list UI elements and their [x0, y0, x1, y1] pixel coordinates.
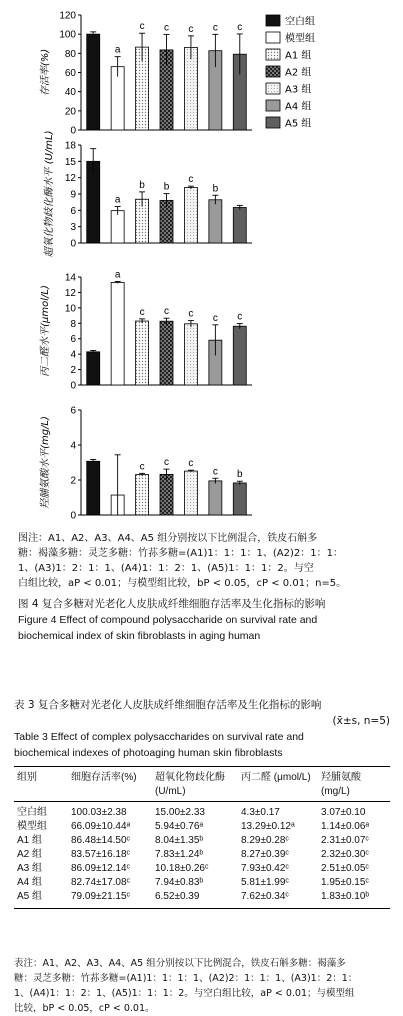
table-note-line: 表注：A1、A2、A3、A4、A5 组分别按以下比例混合，铁皮石斛多糖：褐藻多: [14, 958, 346, 969]
table-cell: 2.51±0.05ᶜ: [321, 863, 369, 874]
significance-label: c: [139, 21, 145, 33]
y-tick-label: 4: [70, 440, 76, 452]
table-cell: 6.52±0.39: [155, 891, 200, 902]
bar: [209, 481, 222, 515]
legend-swatch: [266, 83, 280, 94]
table-cell: 15.00±2.33: [155, 807, 205, 818]
y-tick-label: 6: [70, 205, 76, 217]
bar: [233, 483, 246, 515]
legend-label: 空白组: [285, 16, 315, 28]
table-header-row: [14, 767, 390, 802]
figure-title-cn: 图 4 复合多糖对光老化人皮肤成纤维细胞存活率及生化指标的影响: [18, 598, 326, 610]
table-row: [14, 876, 390, 890]
bar: [160, 321, 173, 385]
y-tick-label: 10: [64, 303, 76, 315]
y-tick-label: 14: [64, 272, 76, 284]
y-tick-label: 9: [70, 189, 76, 201]
significance-label: c: [237, 21, 243, 33]
table-row: [14, 890, 390, 909]
y-tick-label: 20: [64, 106, 76, 118]
legend-label: A3 组: [285, 84, 312, 96]
bar: [87, 352, 100, 385]
table-cell: 7.83±1.24ᵇ: [155, 849, 204, 860]
y-tick-label: 80: [64, 48, 76, 60]
table-cell: 5.81±1.99ᶜ: [241, 877, 289, 888]
significance-label: c: [164, 22, 169, 34]
table-title-en: biochemical indexes of photoaging human skin fibroblasts: [14, 747, 283, 759]
significance-label: c: [188, 308, 194, 320]
y-axis-label: 存活率(%): [40, 48, 51, 97]
y-tick-label: 60: [64, 68, 76, 79]
figure-note-line: 图注：A1、A2、A3、A4、A5 组分别按以下比例混合，铁皮石斛多: [18, 533, 318, 544]
y-tick-label: 4: [70, 349, 76, 361]
y-tick-label: 0: [70, 380, 76, 392]
significance-label: c: [212, 466, 218, 478]
significance-label: c: [164, 457, 169, 469]
significance-label: a: [114, 269, 121, 281]
table-cell: 100.03±2.38: [71, 807, 127, 818]
y-axis-label: 超氧化物歧化酶水平 (U/mL): [44, 130, 55, 258]
figure-note-line: 糖：褐藻多糖：灵芝多糖：竹荪多糖=(A1)1：1：1：1、(A2)2：1：1：: [18, 548, 343, 559]
figure-note-line: 1、(A3)1：2：1：1、(A4)1：1：2：1、(A5)1：1：1：2。与空: [18, 563, 314, 574]
y-axis-label: 羟脯氨酸水平(mg/L): [40, 416, 51, 509]
table-cell: 7.93±0.42ᶜ: [241, 863, 289, 874]
legend-swatch: [266, 117, 280, 128]
legend-swatch: [266, 49, 280, 60]
table-cell: 1.83±0.10ᵇ: [321, 891, 370, 902]
header-mda: 丙二醛 (μmol/L): [241, 772, 311, 783]
y-tick-label: 15: [64, 156, 76, 168]
significance-label: b: [139, 179, 145, 191]
row-group-label: A4 组: [17, 877, 43, 888]
significance-label: c: [188, 458, 194, 470]
row-group-label: 模型组: [17, 821, 47, 832]
y-tick-label: 6: [70, 405, 76, 417]
table-note-line: 比较，bP < 0.05，cP < 0.01。: [14, 1003, 155, 1014]
row-group-label: 空白组: [17, 807, 47, 818]
table-stat: (x̄±s, n=5): [332, 715, 390, 727]
table-cell: 1.95±0.15ᶜ: [321, 877, 369, 888]
table-title-cn-row: [14, 697, 390, 713]
y-tick-label: 12: [64, 287, 76, 299]
bar: [136, 475, 149, 515]
significance-label: c: [212, 22, 218, 34]
significance-label: b: [163, 181, 170, 193]
table-cell: 8.29±0.28ᶜ: [241, 835, 289, 846]
y-tick-label: 0: [70, 510, 76, 522]
bar: [184, 471, 197, 515]
significance-label: b: [237, 469, 243, 481]
legend-swatch: [266, 15, 280, 26]
header-survival: 细胞存活率(%): [71, 772, 137, 783]
table-row: [14, 802, 390, 821]
table-note-line: 糖：灵芝多糖：竹荪多糖=(A1)1：1：1：1、(A2)2：1：1：1、(A3)1：2：1：: [14, 973, 358, 984]
header-hyp: 羟脯氨酸 (mg/L): [321, 772, 361, 797]
legend-label: A5 组: [285, 118, 312, 130]
table-note-line: 1、(A4)1：1：2：1、(A5)1：1：1：2。与空白组比较，aP < 0.01；与模型组: [14, 988, 355, 999]
table-cell: 1.14±0.06ᵃ: [321, 821, 370, 832]
header-group: 组别: [17, 772, 37, 783]
table-row: [14, 820, 390, 834]
bar: [209, 200, 222, 243]
table-cell: 66.09±10.44ᵃ: [71, 821, 131, 832]
table-cell: 79.09±21.15ᶜ: [71, 891, 131, 902]
figure-title-en: Figure 4 Effect of compound polysaccharide on survival rate and: [18, 614, 318, 626]
table-title-cn: 表 3 复合多糖对光老化人皮肤成纤维细胞存活率及生化指标的影响: [14, 699, 322, 711]
bar: [136, 321, 149, 385]
bar: [184, 47, 197, 130]
table-cell: 7.94±0.83ᵇ: [155, 877, 204, 888]
table-cell: 2.32±0.30ᶜ: [321, 849, 369, 860]
table-cell: 86.09±12.14ᶜ: [71, 863, 131, 874]
table-title-en: Table 3 Effect of complex polysaccharides on survival rate and: [14, 731, 304, 743]
y-tick-label: 3: [70, 222, 76, 234]
figure-note-line: 白组比较，aP < 0.01；与模型组比较，bP < 0.05，cP < 0.01；n=5。: [18, 578, 347, 589]
table-cell: 2.31±0.07ᶜ: [321, 835, 369, 846]
table-row: [14, 862, 390, 876]
table-cell: 82.74±17.08ᶜ: [71, 877, 131, 888]
y-tick-label: 12: [64, 173, 76, 185]
y-tick-label: 100: [59, 29, 76, 41]
y-tick-label: 18: [64, 140, 76, 152]
table-cell: 3.07±0.10: [321, 807, 366, 818]
significance-label: c: [164, 306, 169, 318]
y-tick-label: 6: [70, 334, 76, 346]
table-cell: 8.04±1.35ᵇ: [155, 835, 204, 846]
bar: [184, 324, 197, 385]
y-axis-label: 丙二醛水平(μmol/L): [40, 285, 51, 377]
row-group-label: A1 组: [17, 835, 43, 846]
significance-label: c: [188, 174, 194, 186]
row-group-label: A2 组: [17, 849, 43, 860]
legend-swatch: [266, 100, 280, 111]
table-cell: 4.3±0.17: [241, 807, 280, 818]
table-title: [14, 697, 390, 761]
table-cell: 7.62±0.34ᶜ: [241, 891, 289, 902]
y-tick-label: 8: [70, 318, 76, 330]
y-tick-label: 2: [70, 475, 76, 487]
significance-label: c: [139, 306, 145, 318]
y-tick-label: 0: [70, 125, 76, 137]
bar: [87, 34, 100, 130]
bar: [233, 326, 246, 385]
legend-swatch: [266, 32, 280, 43]
table-note: [14, 956, 390, 1016]
table-3: [14, 766, 390, 909]
bar: [111, 211, 124, 243]
table-cell: 5.94±0.76ᵃ: [155, 821, 204, 832]
y-tick-label: 0: [70, 238, 76, 250]
figure-note: [18, 531, 390, 591]
legend-label: A4 组: [285, 101, 312, 113]
table-cell: 86.48±14.50ᶜ: [71, 835, 131, 846]
table-cell: 10.18±0.26ᶜ: [155, 863, 209, 874]
figure-title: [18, 596, 390, 644]
bar: [233, 208, 246, 243]
table-row: [14, 834, 390, 848]
legend-label: A1 组: [285, 50, 312, 62]
figure-title-en: biochemical index of skin fibroblasts in aging human: [18, 630, 261, 642]
bar: [111, 282, 124, 385]
significance-label: a: [114, 194, 121, 206]
bar: [87, 461, 100, 515]
significance-label: c: [188, 23, 194, 35]
significance-label: b: [212, 183, 219, 195]
y-tick-label: 40: [64, 87, 76, 99]
legend-label: A2 组: [285, 67, 312, 79]
table-cell: 13.29±0.12ᵃ: [241, 821, 295, 832]
table-cell: 83.57±16.18ᶜ: [71, 849, 131, 860]
table-cell: 8.27±0.39ᶜ: [241, 849, 289, 860]
row-group-label: A3 组: [17, 863, 43, 874]
header-sod: 超氧化物歧化酶(U/mL): [155, 772, 225, 797]
table-row: [14, 848, 390, 862]
significance-label: a: [114, 44, 121, 56]
significance-label: c: [139, 461, 145, 473]
bar: [184, 188, 197, 243]
y-tick-label: 2: [70, 365, 76, 377]
significance-label: c: [237, 311, 243, 323]
y-tick-label: 120: [59, 10, 76, 22]
legend-swatch: [266, 66, 280, 77]
bar: [160, 474, 173, 515]
row-group-label: A5 组: [17, 891, 43, 902]
legend-label: 模型组: [285, 33, 315, 45]
significance-label: c: [212, 312, 218, 324]
